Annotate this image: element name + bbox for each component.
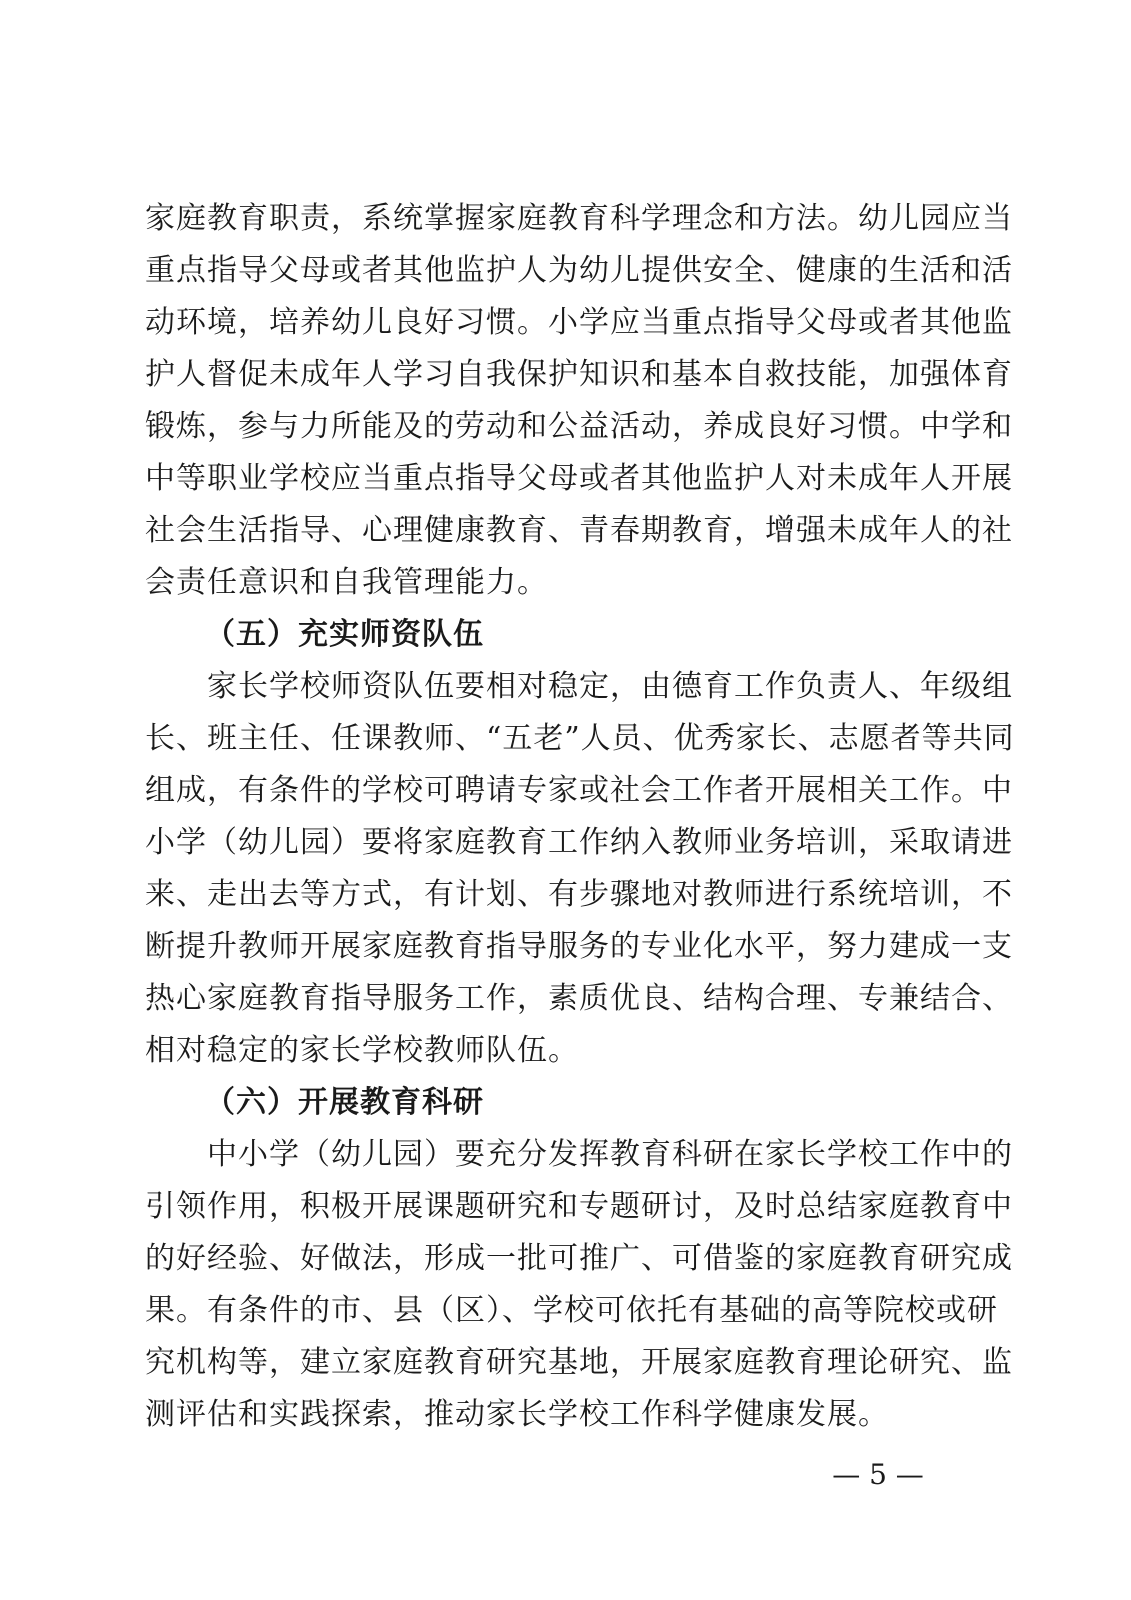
paragraph-line: 果。有条件的市、县（区）、学校可依托有基础的高等院校或研 bbox=[145, 1293, 998, 1328]
paragraph-line: 长、班主任、任课教师、“五老”人员、优秀家长、志愿者等共同 bbox=[145, 721, 1015, 756]
paragraph-line: 锻炼，参与力所能及的劳动和公益活动，养成良好习惯。中学和 bbox=[145, 409, 1013, 444]
paragraph-line: 中小学（幼儿园）要充分发挥教育科研在家长学校工作中的 bbox=[207, 1137, 1013, 1172]
section-heading-five: （五）充实师资队伍 bbox=[205, 617, 484, 652]
paragraph-line: 热心家庭教育指导服务工作，素质优良、结构合理、专兼结合、 bbox=[145, 981, 1013, 1016]
paragraph-line: 来、走出去等方式，有计划、有步骤地对教师进行系统培训，不 bbox=[145, 877, 1013, 912]
paragraph-line: 家庭教育职责，系统掌握家庭教育科学理念和方法。幼儿园应当 bbox=[145, 201, 1013, 236]
section-heading-six: （六）开展教育科研 bbox=[205, 1085, 484, 1120]
page-number: — 5 — bbox=[832, 1458, 924, 1491]
paragraph-line: 测评估和实践探索，推动家长学校工作科学健康发展。 bbox=[145, 1397, 889, 1432]
paragraph-line: 社会生活指导、心理健康教育、青春期教育，增强未成年人的社 bbox=[145, 513, 1013, 548]
paragraph-line: 组成，有条件的学校可聘请专家或社会工作者开展相关工作。中 bbox=[145, 773, 1013, 808]
paragraph-line: 引领作用，积极开展课题研究和专题研讨，及时总结家庭教育中 bbox=[145, 1189, 1013, 1224]
paragraph-line: 究机构等，建立家庭教育研究基地，开展家庭教育理论研究、监 bbox=[145, 1345, 1013, 1380]
paragraph-line: 会责任意识和自我管理能力。 bbox=[145, 565, 548, 600]
paragraph-line: 动环境，培养幼儿良好习惯。小学应当重点指导父母或者其他监 bbox=[145, 305, 1013, 340]
paragraph-line: 家长学校师资队伍要相对稳定，由德育工作负责人、年级组 bbox=[207, 669, 1013, 704]
paragraph-line: 小学（幼儿园）要将家庭教育工作纳入教师业务培训，采取请进 bbox=[145, 825, 1013, 860]
paragraph-line: 相对稳定的家长学校教师队伍。 bbox=[145, 1033, 579, 1068]
paragraph-line: 的好经验、好做法，形成一批可推广、可借鉴的家庭教育研究成 bbox=[145, 1241, 1013, 1276]
paragraph-line: 中等职业学校应当重点指导父母或者其他监护人对未成年人开展 bbox=[145, 461, 1013, 496]
paragraph-line: 护人督促未成年人学习自我保护知识和基本自救技能，加强体育 bbox=[145, 357, 1013, 392]
paragraph-line: 断提升教师开展家庭教育指导服务的专业化水平，努力建成一支 bbox=[145, 929, 1013, 964]
paragraph-line: 重点指导父母或者其他监护人为幼儿提供安全、健康的生活和活 bbox=[145, 253, 1013, 288]
